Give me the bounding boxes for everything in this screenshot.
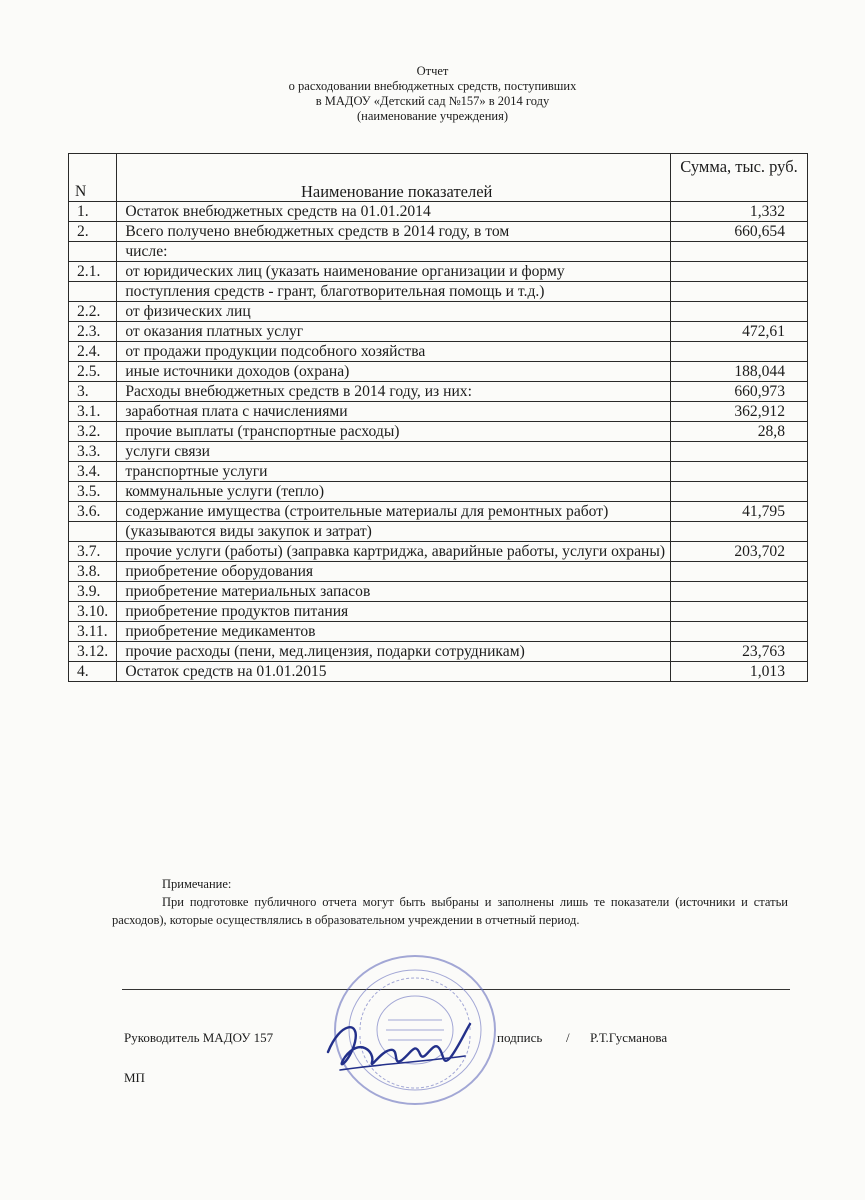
note-block — [112, 875, 788, 929]
row-sum — [671, 622, 808, 642]
row-sum: 23,763 — [671, 642, 808, 662]
row-number: 3.7. — [69, 542, 117, 562]
row-number — [69, 282, 117, 302]
row-number: 2.4. — [69, 342, 117, 362]
table-row — [69, 642, 808, 662]
row-sum: 203,702 — [671, 542, 808, 562]
row-sum: 28,8 — [671, 422, 808, 442]
signature-role: Руководитель МАДОУ 157 — [124, 1030, 274, 1045]
row-label: заработная плата с начислениями — [117, 402, 671, 422]
row-sum — [671, 342, 808, 362]
row-label: прочие выплаты (транспортные расходы) — [117, 422, 671, 442]
row-sum: 660,654 — [671, 222, 808, 242]
note-title: Примечание: — [162, 877, 232, 891]
row-sum — [671, 262, 808, 282]
row-number: 3.9. — [69, 582, 117, 602]
row-number: 3.1. — [69, 402, 117, 422]
row-sum — [671, 242, 808, 262]
table-row — [69, 582, 808, 602]
table-row — [69, 222, 808, 242]
row-sum — [671, 282, 808, 302]
row-sum: 1,013 — [671, 662, 808, 682]
row-sum — [671, 582, 808, 602]
signature-label: подпись — [497, 1030, 543, 1045]
row-number: 4. — [69, 662, 117, 682]
table-row — [69, 202, 808, 222]
row-label: числе: — [117, 242, 671, 262]
row-label: приобретение материальных запасов — [117, 582, 671, 602]
table-row — [69, 542, 808, 562]
row-number: 3.11. — [69, 622, 117, 642]
row-label: прочие услуги (работы) (заправка картриджа, аварийные работы, услуги охраны) — [117, 542, 671, 562]
table-row — [69, 522, 808, 542]
institution-line: в МАДОУ «Детский сад №157» в 2014 году — [315, 94, 550, 108]
column-header-number: N — [69, 154, 117, 202]
row-sum: 472,61 — [671, 322, 808, 342]
row-label: услуги связи — [117, 442, 671, 462]
row-number: 2. — [69, 222, 117, 242]
table-row — [69, 322, 808, 342]
column-header-name: Наименование показателей — [117, 154, 671, 202]
row-sum — [671, 602, 808, 622]
row-label: Остаток средств на 01.01.2015 — [117, 662, 671, 682]
table-header-row — [69, 154, 808, 202]
row-number: 3.8. — [69, 562, 117, 582]
row-label: коммунальные услуги (тепло) — [117, 482, 671, 502]
table-row — [69, 562, 808, 582]
row-label: приобретение продуктов питания — [117, 602, 671, 622]
row-label: транспортные услуги — [117, 462, 671, 482]
row-sum: 660,973 — [671, 382, 808, 402]
table-row — [69, 482, 808, 502]
row-label: Остаток внебюджетных средств на 01.01.2014 — [117, 202, 671, 222]
row-number — [69, 242, 117, 262]
institution-caption: (наименование учреждения) — [357, 109, 508, 123]
row-label: от оказания платных услуг — [117, 322, 671, 342]
row-number: 3.4. — [69, 462, 117, 482]
row-label: Всего получено внебюджетных средств в 2014 году, в том — [117, 222, 671, 242]
handwritten-signature — [320, 1012, 480, 1082]
row-sum: 362,912 — [671, 402, 808, 422]
table-row — [69, 302, 808, 322]
row-sum — [671, 562, 808, 582]
stamp-place-label: МП — [124, 1070, 145, 1085]
row-number: 3.6. — [69, 502, 117, 522]
signature-name: Р.Т.Гусманова — [590, 1030, 668, 1045]
row-label: содержание имущества (строительные материалы для ремонтных работ) — [117, 502, 671, 522]
row-sum: 188,044 — [671, 362, 808, 382]
row-label: (указываются виды закупок и затрат) — [117, 522, 671, 542]
table-row — [69, 402, 808, 422]
row-number: 2.2. — [69, 302, 117, 322]
report-subtitle: о расходовании внебюджетных средств, поступивших — [288, 79, 577, 93]
row-number: 3.10. — [69, 602, 117, 622]
column-header-sum: Сумма, тыс. руб. — [671, 154, 808, 202]
table-row — [69, 442, 808, 462]
row-sum — [671, 522, 808, 542]
table-row — [69, 602, 808, 622]
row-label: иные источники доходов (охрана) — [117, 362, 671, 382]
row-sum: 41,795 — [671, 502, 808, 522]
row-sum — [671, 302, 808, 322]
report-table — [68, 153, 808, 682]
table-row — [69, 262, 808, 282]
row-sum — [671, 442, 808, 462]
row-label: поступления средств - грант, благотворительная помощь и т.д.) — [117, 282, 671, 302]
note-text: При подготовке публичного отчета могут быть выбраны и заполнены лишь те показатели (источники и статьи расходов), которые осуществлялись в образовательном учреждении в отчетный период. — [112, 895, 788, 927]
row-number — [69, 522, 117, 542]
table-row — [69, 282, 808, 302]
report-title: Отчет — [416, 64, 449, 78]
row-number: 2.1. — [69, 262, 117, 282]
row-number: 3.2. — [69, 422, 117, 442]
table-body — [69, 202, 808, 682]
row-sum — [671, 462, 808, 482]
row-label: Расходы внебюджетных средств в 2014 году, из них: — [117, 382, 671, 402]
row-label: от физических лиц — [117, 302, 671, 322]
row-label: от юридических лиц (указать наименование организации и форму — [117, 262, 671, 282]
table-row — [69, 382, 808, 402]
row-number: 1. — [69, 202, 117, 222]
row-number: 3.12. — [69, 642, 117, 662]
table-row — [69, 622, 808, 642]
row-sum: 1,332 — [671, 202, 808, 222]
table-row — [69, 502, 808, 522]
table-row — [69, 462, 808, 482]
table-row — [69, 362, 808, 382]
table-row — [69, 662, 808, 682]
row-number: 3.5. — [69, 482, 117, 502]
report-header — [0, 64, 865, 124]
row-number: 3.3. — [69, 442, 117, 462]
table-row — [69, 342, 808, 362]
row-number: 3. — [69, 382, 117, 402]
signature-separator: / — [566, 1030, 570, 1045]
row-sum — [671, 482, 808, 502]
row-number: 2.5. — [69, 362, 117, 382]
row-label: от продажи продукции подсобного хозяйства — [117, 342, 671, 362]
table-row — [69, 242, 808, 262]
row-label: приобретение оборудования — [117, 562, 671, 582]
row-label: прочие расходы (пени, мед.лицензия, подарки сотрудникам) — [117, 642, 671, 662]
row-label: приобретение медикаментов — [117, 622, 671, 642]
row-number: 2.3. — [69, 322, 117, 342]
table-row — [69, 422, 808, 442]
